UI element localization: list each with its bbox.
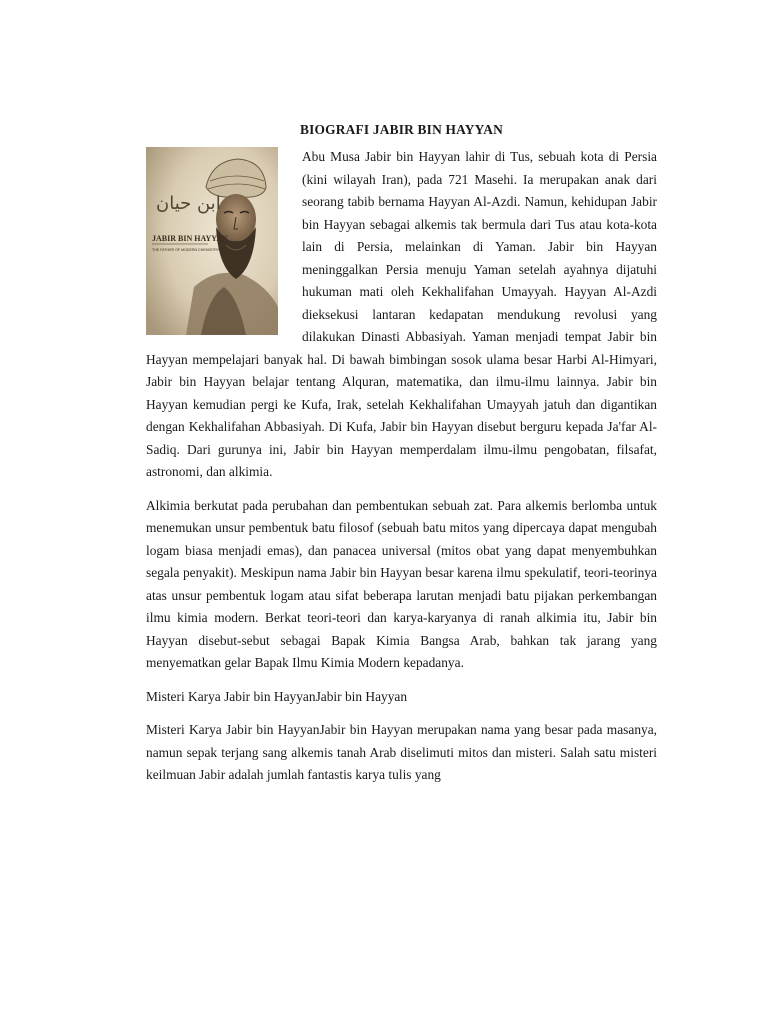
paragraph-alchemy: Alkimia berkutat pada perubahan dan pembentukan sebuah zat. Para alkemis berlomba untuk menemukan unsur pembentuk batu filosof (sebuah batu mitos yang dipercaya dapat mengubah logam biasa menjadi emas), dan panacea universal (mitos obat yang dapat menyembuhkan segala penyakit). Meskipun nama Jabir bin Hayyan besar karena ilmu spekulatif, teori-teorinya atas unsur pembentuk logam atau sifat beberapa larutan menjadi batu pijakan perkembangan ilmu kimia modern. Berkat teori-teori dan karya-karyanya di ranah alkimia itu, Jabir bin Hayyan disebut-sebut sebagai Bapak Kimia Bangsa Arab, bahkan tak jarang yang menyematkan gelar Bapak Ilmu Kimia Modern kepadanya. — [146, 497, 657, 670]
document-page — [146, 120, 657, 798]
paragraph-misteri: Misteri Karya Jabir bin HayyanJabir bin Hayyan merupakan nama yang besar pada masanya, namun sepak terjang sang alkemis tanah Arab diselimuti mitos dan misteri. Salah satu misteri keilmuan Jabir adalah jumlah fantastis karya tulis yang — [146, 722, 657, 782]
paragraph-biography: Abu Musa Jabir bin Hayyan lahir di Tus, sebuah kota di Persia (kini wilayah Iran), pada 721 Masehi. Ia merupakan anak dari seorang tabib bernama Hayyan Al-Azdi. Namun, kehidupan Jabir bin Hayyan sebagai alkemis tak bermula dari Tus atau kota-kota lain di Persia, melainkan di Yaman. Jabir bin Hayyan meninggalkan Persia menuju Yaman setelah ayahnya dijatuhi hukuman mati oleh Kekhalifahan Umayyah. Hayyan Al-Azdi dieksekusi lantaran kedapatan mendukung revolusi yang dilakukan Dinasti Abbasiyah. Yaman menjadi tempat Jabir bin Hayyan mempelajari banyak hal. Di bawah bimbingan sosok ulama besar Harbi Al-Himyari, Jabir bin Hayyan belajar tentang Alquran, matematika, dan ilmu-ilmu lainnya. Jabir bin Hayyan kemudian pergi ke Kufa, Irak, setelah Kekhalifahan Umayyah jatuh dan digantikan dengan Kekhalifahan Abbasiyah. Di Kufa, Jabir bin Hayyan disebut berguru kepada Ja'far Al-Sadiq. Dari gurunya ini, Jabir bin Hayyan memperdalam ilmu-ilmu pengobatan, filsafat, astronomi, dan alkimia. — [146, 149, 657, 479]
portrait-caption-small: THE FATHER OF MODERN CHEMISTRY — [152, 248, 220, 252]
section-heading-misteri: Misteri Karya Jabir bin HayyanJabir bin Hayyan — [146, 688, 408, 704]
document-title: BIOGRAFI JABIR BIN HAYYAN — [299, 122, 504, 137]
portrait-caption-name: JABIR BIN HAYYAN — [152, 234, 228, 243]
portrait-sketch — [146, 147, 278, 335]
portrait-image — [146, 147, 278, 335]
portrait-caption-arabic: ابن حيان — [156, 193, 221, 214]
